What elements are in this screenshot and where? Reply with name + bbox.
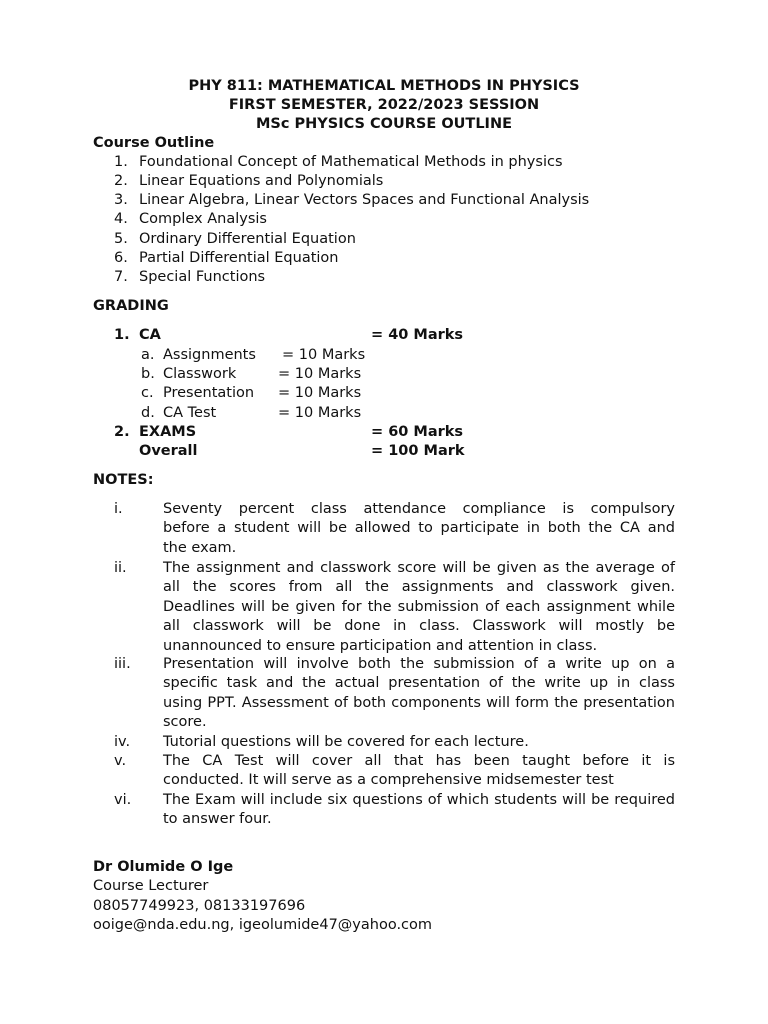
ca-item-value: = 10 Marks — [278, 385, 362, 401]
ca-item-label: Presentation — [163, 385, 255, 401]
ca-item-label: CA Test — [163, 405, 217, 421]
note-line: The CA Test will cover all that has been taught before it is — [163, 753, 675, 769]
note-text — [163, 655, 675, 733]
course-title: PHY 811: MATHEMATICAL METHODS IN PHYSICS — [188, 78, 580, 94]
outline-item-text: Foundational Concept of Mathematical Methods in physics — [139, 154, 563, 170]
grading-exams-number: 2. — [114, 424, 130, 440]
ca-item-value: = 10 Marks — [282, 347, 366, 363]
note-number: vi. — [114, 792, 132, 808]
outline-item-number: 3. — [114, 192, 128, 208]
note-line: Presentation will involve both the submission of a write up on a — [163, 656, 675, 672]
ca-item-value: = 10 Marks — [278, 405, 362, 421]
note-number: ii. — [114, 560, 127, 576]
ca-item-label: Assignments — [163, 347, 256, 363]
lecturer-role: Course Lecturer — [93, 878, 209, 894]
outline-item-number: 2. — [114, 173, 128, 189]
course-outline-heading: Course Outline — [93, 135, 215, 151]
note-text — [163, 559, 675, 656]
outline-item-text: Partial Differential Equation — [139, 250, 339, 266]
note-line: all classwork will be done in class. Classwork will mostly be — [163, 618, 675, 635]
outline-item-number: 6. — [114, 250, 128, 266]
note-line: The Exam will include six questions of which students will be required — [163, 792, 675, 808]
semester-line: FIRST SEMESTER, 2022/2023 SESSION — [228, 97, 540, 113]
grading-exams-label: EXAMS — [139, 424, 197, 440]
outline-item-text: Ordinary Differential Equation — [139, 231, 356, 247]
outline-item-number: 5. — [114, 231, 128, 247]
note-line: unannounced to ensure participation and attention in class. — [163, 637, 598, 654]
note-line: The assignment and classwork score will be given as the average of — [163, 560, 675, 576]
ca-item-letter: d. — [141, 405, 155, 421]
grading-overall-label: Overall — [139, 443, 198, 459]
note-line: before a student will be allowed to participate in both the CA and — [163, 520, 675, 537]
note-line: Tutorial questions will be covered for each lecture. — [163, 734, 529, 750]
note-number: i. — [114, 501, 123, 517]
note-number: v. — [114, 753, 127, 769]
notes-heading: NOTES: — [93, 472, 154, 488]
note-line: using PPT. Assessment of both components will form the presentation — [163, 694, 675, 711]
note-number: iii. — [114, 656, 131, 672]
lecturer-emails: ooige@nda.edu.ng, igeolumide47@yahoo.com — [93, 917, 433, 933]
grading-exams-value: = 60 Marks — [371, 424, 464, 440]
ca-item-letter: a. — [141, 347, 155, 363]
note-text — [163, 752, 675, 791]
lecturer-name: Dr Olumide O Ige — [93, 859, 234, 875]
lecturer-phones: 08057749923, 08133197696 — [93, 898, 306, 914]
grading-ca-value: = 40 Marks — [371, 327, 464, 343]
note-line: score. — [163, 714, 207, 731]
ca-item-value: = 10 Marks — [278, 366, 362, 382]
ca-item-label: Classwork — [163, 366, 237, 382]
note-line: all the scores from all the assignments and classwork given. — [163, 579, 675, 596]
outline-subtitle: MSc PHYSICS COURSE OUTLINE — [256, 116, 512, 132]
note-number: iv. — [114, 734, 131, 750]
ca-item-letter: b. — [141, 366, 155, 382]
note-text — [163, 500, 675, 558]
grading-ca-number: 1. — [114, 327, 130, 343]
grading-ca-label: CA — [139, 327, 161, 343]
outline-item-number: 1. — [114, 154, 128, 170]
note-line: conducted. It will serve as a comprehensive midsemester test — [163, 772, 614, 789]
note-line: specific task and the actual presentation of the write up in class — [163, 675, 675, 692]
outline-item-text: Special Functions — [139, 269, 266, 285]
outline-item-text: Linear Algebra, Linear Vectors Spaces and Functional Analysis — [139, 192, 590, 208]
note-line: the exam. — [163, 539, 237, 556]
note-text — [163, 791, 675, 830]
note-line: Seventy percent class attendance compliance is compulsory — [163, 501, 675, 517]
ca-item-letter: c. — [141, 385, 154, 401]
note-line: to answer four. — [163, 811, 272, 828]
outline-item-text: Linear Equations and Polynomials — [139, 173, 384, 189]
outline-item-text: Complex Analysis — [139, 211, 267, 227]
outline-item-number: 7. — [114, 269, 128, 285]
note-text — [163, 733, 675, 752]
grading-overall-value: = 100 Mark — [371, 443, 465, 459]
grading-heading: GRADING — [93, 298, 169, 314]
outline-item-number: 4. — [114, 211, 128, 227]
note-line: Deadlines will be given for the submission of each assignment while — [163, 598, 675, 615]
